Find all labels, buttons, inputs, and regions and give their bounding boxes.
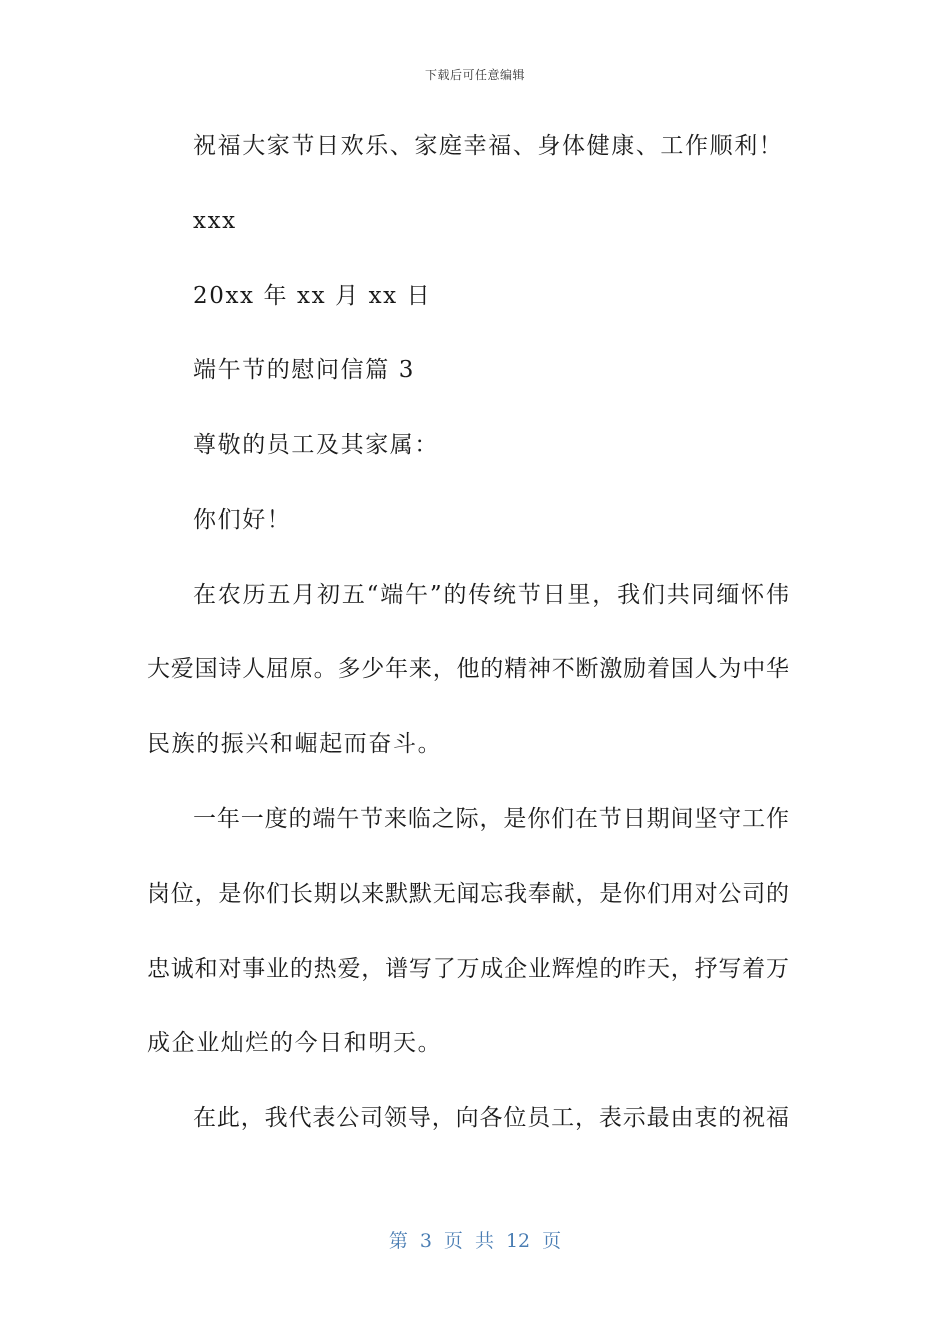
paragraph-2-line-2: 岗位，是你们长期以来默默无闻忘我奉献，是你们用对公司的 bbox=[147, 881, 789, 907]
paragraph-3-line-1: 在此，我代表公司领导，向各位员工，表示最由衷的祝福 bbox=[193, 1105, 789, 1131]
footer-current-page: 3 bbox=[419, 1230, 432, 1252]
section-title: 端午节的慰问信篇 3 bbox=[193, 357, 415, 383]
paragraph-2-line-3: 忠诚和对事业的热爱，谱写了万成企业辉煌的昨天，抒写着万 bbox=[147, 956, 789, 982]
footer-total-pages: 12 bbox=[505, 1230, 531, 1252]
paragraph-2-line-4: 成企业灿烂的今日和明天。 bbox=[147, 1030, 443, 1056]
text-line-greeting: 祝福大家节日欢乐、家庭幸福、身体健康、工作顺利！ bbox=[193, 133, 784, 159]
text-line-signature: xxx bbox=[193, 208, 237, 234]
footer-suffix: 页 bbox=[542, 1230, 562, 1252]
text-line-salutation: 尊敬的员工及其家属： bbox=[193, 432, 439, 458]
paragraph-1-line-3: 民族的振兴和崛起而奋斗。 bbox=[147, 731, 443, 757]
footer-prefix: 第 bbox=[388, 1230, 408, 1252]
text-line-hello: 你们好！ bbox=[193, 507, 292, 533]
paragraph-1-line-2: 大爱国诗人屈原。多少年来，他的精神不断激励着国人为中华 bbox=[147, 656, 789, 682]
header-note: 下载后可任意编辑 bbox=[424, 68, 525, 82]
paragraph-2-line-1: 一年一度的端午节来临之际，是你们在节日期间坚守工作 bbox=[193, 806, 789, 832]
text-line-date: 20xx 年 xx 月 xx 日 bbox=[193, 283, 432, 309]
paragraph-1-line-1: 在农历五月初五“端午”的传统节日里，我们共同缅怀伟 bbox=[193, 582, 789, 608]
footer-middle: 页 共 bbox=[443, 1230, 494, 1252]
page-footer bbox=[0, 1226, 950, 1253]
